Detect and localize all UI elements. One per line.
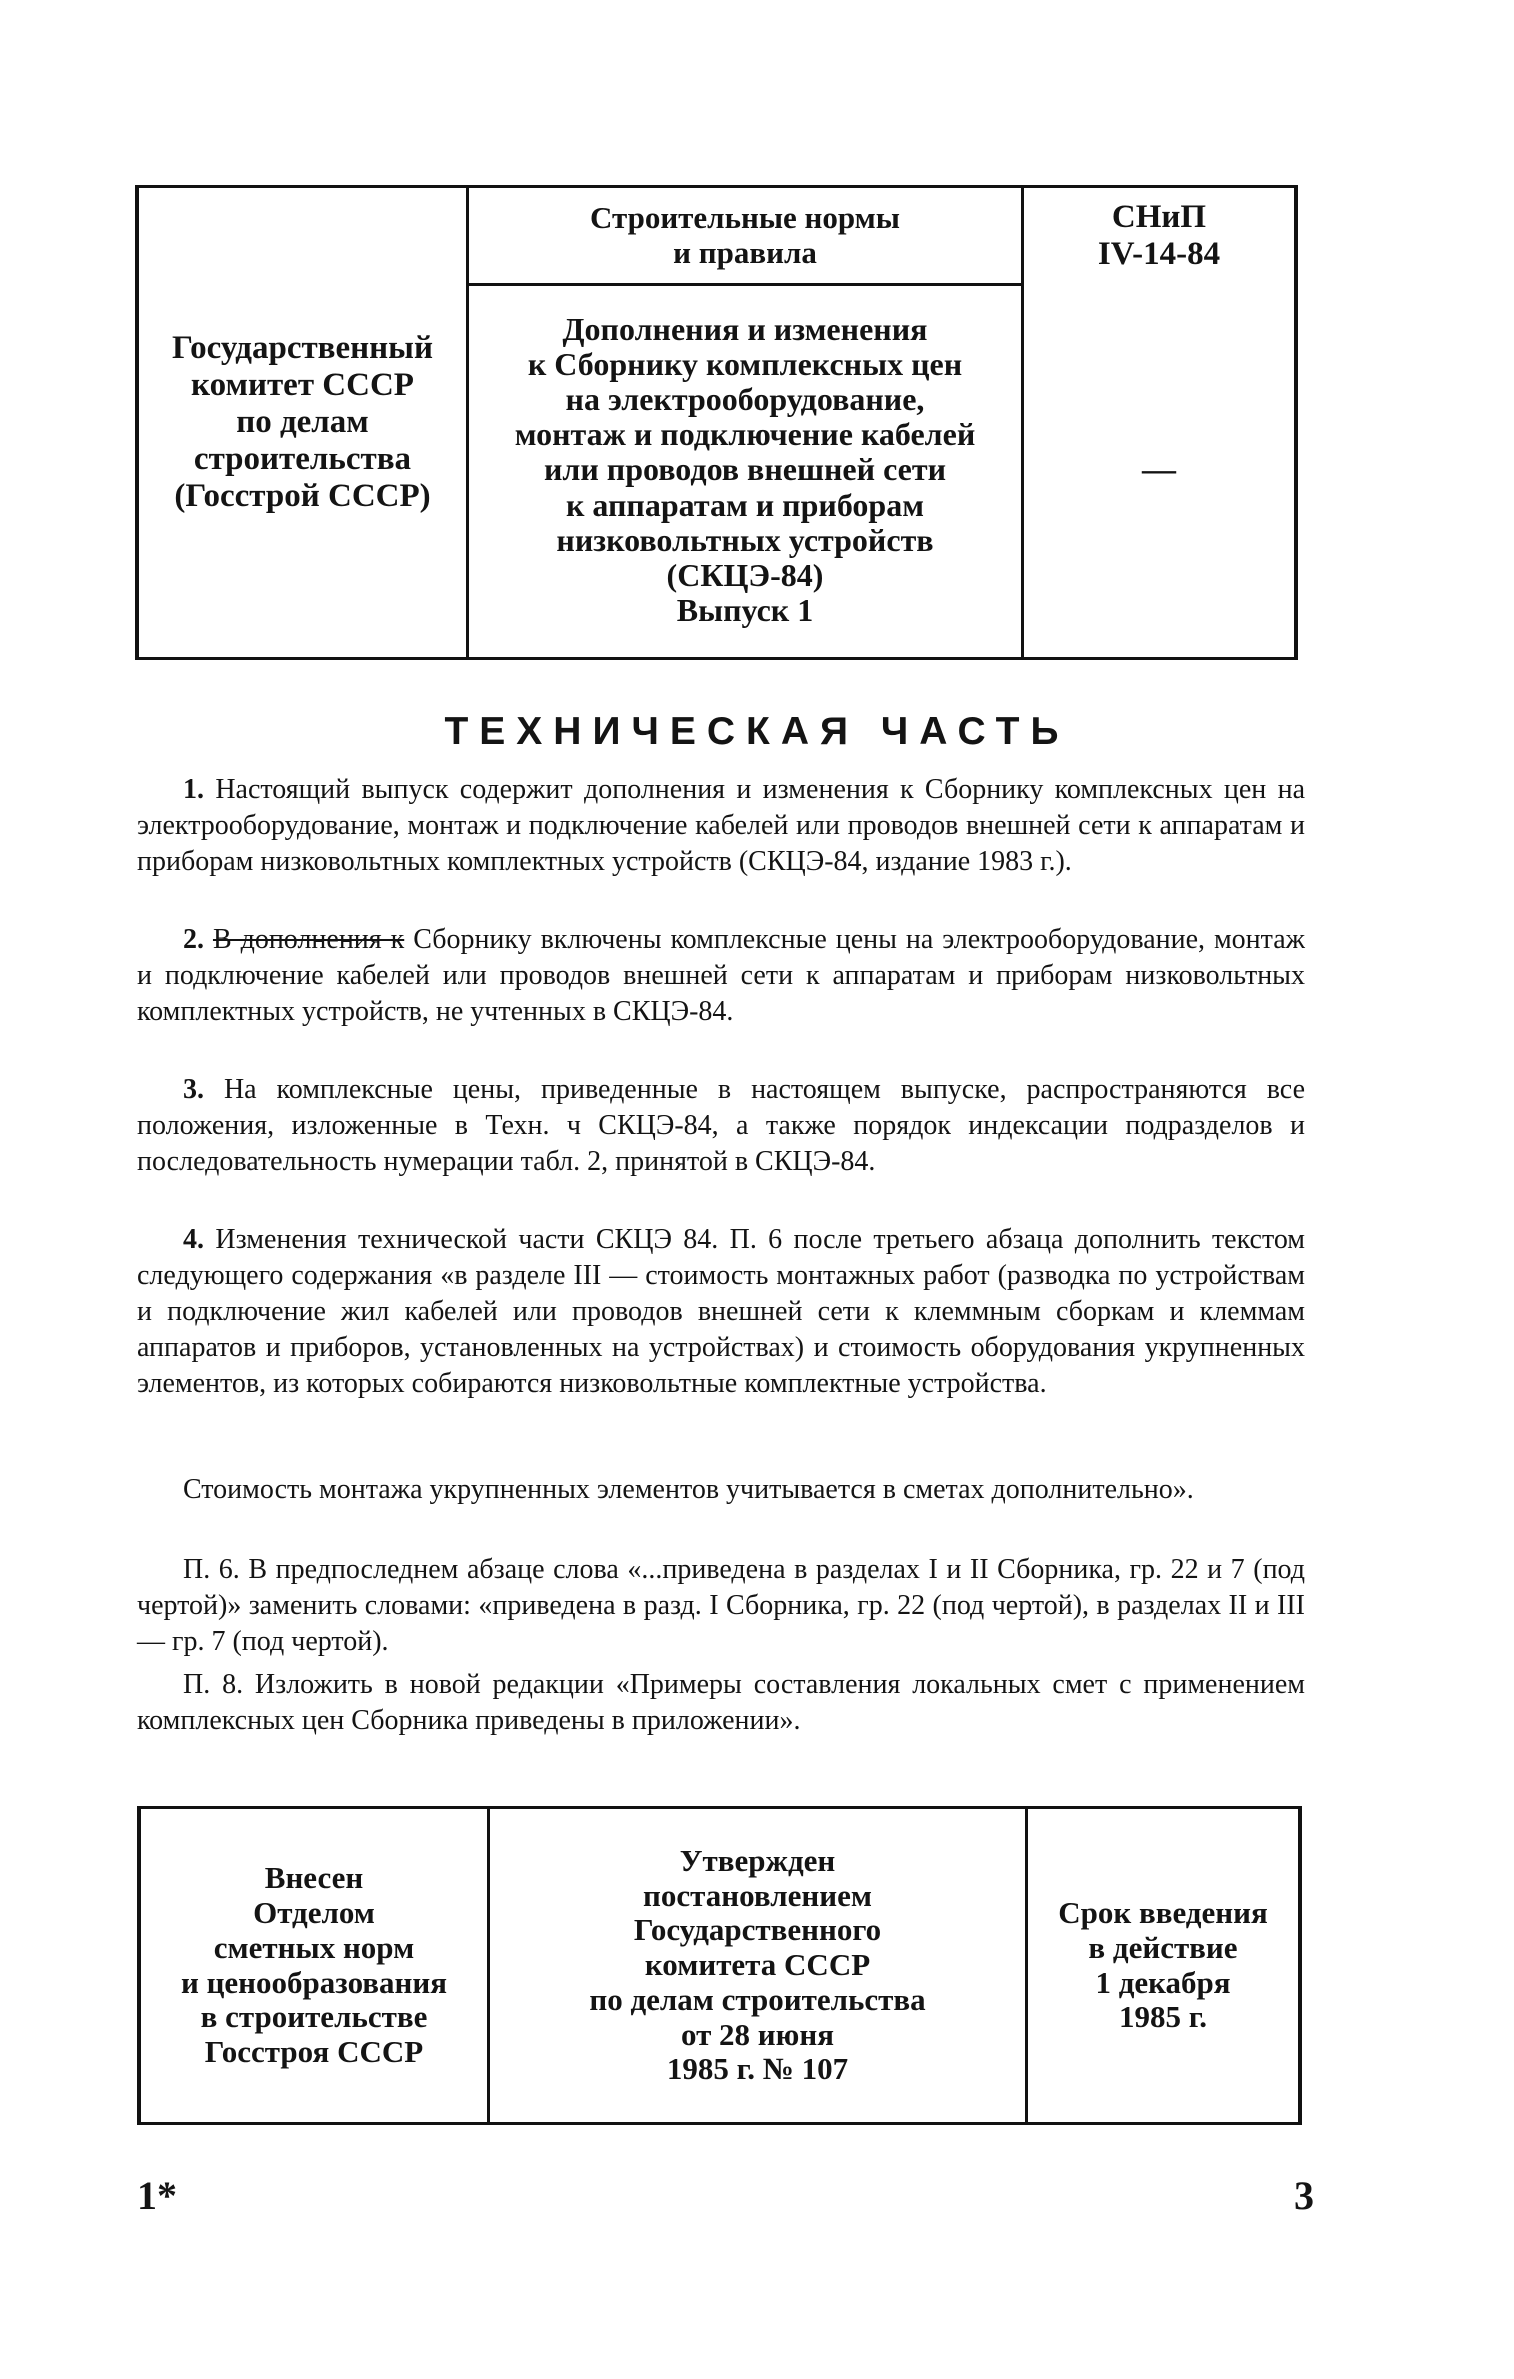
paragraph-number: 3.	[183, 1074, 204, 1105]
paragraph-text: Стоимость монтажа укрупненных элементов учитывается в сметах дополнительно».	[183, 1474, 1194, 1505]
document-code: СНиП IV-14-84	[1097, 198, 1221, 272]
submitted-by-cell	[141, 1809, 487, 2122]
paragraph-text: П. 8. Изложить в новой редакции «Примеры составления локальных смет с применением комплексных цен Сборника приведены в приложении».	[137, 1669, 1305, 1736]
paragraph-text: На комплексные цены, приведенные в настоящем выпуске, распространяются все положения, изложенные в Техн. ч СКЦЭ-84, а также порядок индексации подразделов и последовательность нумерации табл. 2, принятой в СКЦЭ-84.	[137, 1074, 1305, 1177]
paragraph-text: Изменения технической части СКЦЭ 84. П. 6 после третьего абзаца дополнить текстом следующего содержания «в разделе III — стоимость монтажных работ (разводка по устройствам и подключение жил кабелей или проводов внешней сети к клеммным сборкам и клеммам аппаратов и приборов, установленных на устройствах) и стоимость оборудования укрупненных элементов, из которых собираются низковольтные комплектные устройства.	[137, 1224, 1305, 1399]
paragraph-5	[137, 1472, 1305, 1508]
paragraph-7	[137, 1667, 1305, 1739]
document-category-cell	[469, 188, 1021, 283]
page-number: 3	[1294, 2173, 1314, 2218]
paragraph-number: 4.	[183, 1224, 204, 1255]
paragraph-text: П. 6. В предпоследнем абзаце слова «...приведена в разделах I и II Сборника, гр. 22 и 7 (под чертой)» заменить словами: «приведена в разд. I Сборника, гр. 22 (под чертой), в разделах II и III — гр. 7 (под чертой).	[137, 1554, 1305, 1657]
section-heading: ТЕХНИЧЕСКАЯ ЧАСТЬ	[444, 710, 1070, 753]
table-rule-right	[1294, 185, 1298, 660]
organization-cell	[139, 188, 466, 657]
table-rule-right	[1298, 1806, 1302, 2125]
document-code-cell	[1024, 188, 1294, 283]
dash-cell	[1024, 300, 1294, 640]
effective-date-cell	[1028, 1809, 1298, 2122]
table-rule-bottom	[135, 657, 1297, 660]
paragraph-number: 2.	[183, 924, 204, 955]
paragraph-4	[137, 1222, 1305, 1402]
table-rule-bottom	[137, 2122, 1302, 2125]
approved-by: Утвержден постановлением Государственного комитета СССР по делам строительства от 28 июня 1985 г. № 107	[589, 1842, 926, 2087]
dash-mark: —	[1142, 450, 1176, 488]
effective-date: Срок введения в действие 1 декабря 1985 г.	[1058, 1895, 1268, 2035]
paragraph-3	[137, 1072, 1305, 1180]
document-title-cell	[469, 300, 1021, 640]
paragraph-text: Настоящий выпуск содержит дополнения и изменения к Сборнику комплексных цен на электрооборудование, монтаж и подключение кабелей или проводов внешней сети к аппаратам и приборам низковольтных комплектных устройств (СКЦЭ-84, издание 1983 г.).	[137, 774, 1305, 877]
document-title: Дополнения и изменения к Сборнику комплексных цен на электрооборудование, монтаж и подключение кабелей или проводов внешней сети к аппаратам и приборам низковольтных устройств (СКЦЭ-84) Выпуск 1	[514, 310, 976, 629]
table-rule-middle	[467, 283, 1023, 286]
struck-text: В дополнения к	[212, 924, 405, 955]
paragraph-2	[137, 922, 1305, 1030]
paragraph-6	[137, 1552, 1305, 1660]
submitted-by: Внесен Отделом сметных норм и ценообразования в строительстве Госстроя СССР	[180, 1860, 448, 2069]
paragraph-1	[137, 772, 1305, 880]
organization-name: Государственный комитет СССР по делам строительства (Госстрой СССР)	[172, 330, 433, 514]
paragraph-number: 1.	[183, 774, 204, 805]
document-category: Строительные нормы и правила	[590, 199, 900, 270]
approved-by-cell	[490, 1809, 1025, 2122]
paragraph-text: Сборнику включены комплексные цены на электрооборудование, монтаж и подключение кабелей или проводов внешней сети к аппаратам и приборам низковольтных комплектных устройств, не учтенных в СКЦЭ-84.	[137, 924, 1306, 1027]
signature-mark: 1*	[137, 2173, 177, 2218]
